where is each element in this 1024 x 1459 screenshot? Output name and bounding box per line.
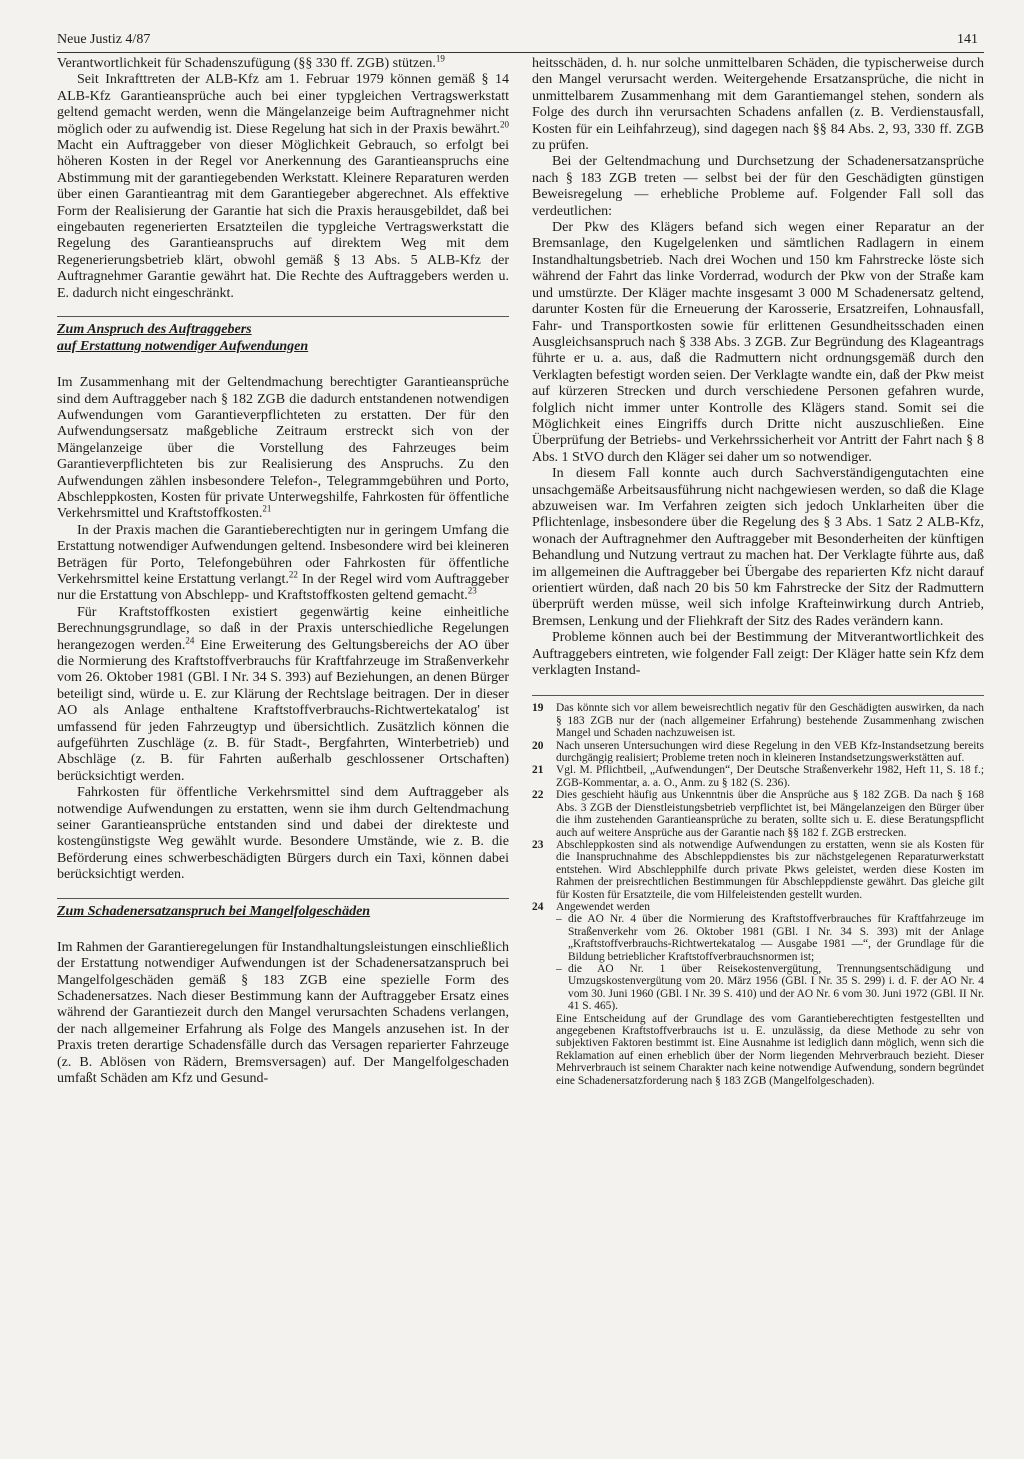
footnote: 24 Angewendet werden – die AO Nr. 4 über die Normierung des Kraftstoffverbrauches für Kraftfahrzeuge im Straßenverkehr vom 26. Oktober 1981 (GBl. I Nr. 34 S. 393) mit der Anlage „Kraftstoffverbrauchs-Richtwertekatalog — Ausgabe 1981 —“, der Grundlage für die Bildung betrieblicher Kraftstoffverbrauchsnormen ist; – die AO Nr. 1 über Reisekostenvergütung, Trennungsentschädigung und Umzugskostenvergütung vom 20. März 1956 (GBl. I Nr. 35 S. 299) i. d. F. der AO Nr. 4 vom 30. Juni 1960 (GBl. I Nr. 39 S. 410) und der AO Nr. 6 vom 30. Juni 1972 (GBl. II Nr. 41 S. 465). Eine Entscheidung auf der Grundlage des vom Garantieberechtigten festgestellten und angegebenen Kraftstoffverbrauchs ist u. E. unzulässig, da diese Methode zu sehr von subjektiven Faktoren bestimmt ist. Eine Ausnahme ist lediglich dann möglich, wenn sich die Reklamation auf einen erheblich über der Norm liegenden Mehrverbrauch bezieht. Dieser Mehrverbrauch ist seinem Charakter nach keine notwendige Aufwendung, sondern begründet eine Schadenersatzforderung nach § 183 ZGB (Mangelfolgeschaden).: [532, 900, 984, 1087]
paragraph: In der Praxis machen die Garantieberechtigten nur in geringem Umfang die Erstattung notwendiger Aufwendungen geltend. Insbesondere wird bei kleineren Beträgen für Porto, Telefongebühren oder Fahrkosten für öffentliche Verkehrsmittel keine Erstattung verlangt.$^{22}$ In der Regel wird vom Auftraggeber nur die Erstattung von Abschlepp- und Kraftstoffkosten geltend gemacht.$^{23}$: [57, 522, 509, 604]
paragraph: Probleme können auch bei der Bestimmung der Mitverantwortlichkeit des Auftraggebers eintreten, wie folgender Fall zeigt: Der Kläger hatte sein Kfz dem verklagten Instand-: [532, 630, 984, 679]
footnote-continuation: Eine Entscheidung auf der Grundlage des vom Garantieberechtigten festgestellten und angegebenen Kraftstoffverbrauchs ist u. E. unzulässig, da diese Methode zu sehr von subjektiven Faktoren bestimmt ist. Eine Ausnahme ist lediglich dann möglich, wenn sich die Reklamation auf einen erheblich über der Norm liegenden Mehrverbrauch bezieht. Dieser Mehrverbrauch ist seinem Charakter nach keine notwendige Aufwendung, sondern begründet eine Schadenersatzforderung nach § 183 ZGB (Mangelfolgeschaden).: [556, 1012, 984, 1087]
page-header: [57, 30, 984, 53]
left-column: [57, 53, 509, 1087]
paragraph: Fahrkosten für öffentliche Verkehrsmittel sind dem Auftraggeber als notwendige Aufwendungen zu erstatten, wenn sie ihm durch Geltendmachung seiner Garantieansprüche entstanden sind und dabei der direkteste und kostengünstigste Weg gewählt wurde. Besondere Umstände, wie z. B. die Beförderung eines schwerbeschädigten Bürgers durch ein Taxi, können dabei berücksichtigt werden.: [57, 785, 509, 883]
section-heading: Zum Anspruch des Auftraggebers auf Erstattung notwendiger Aufwendungen: [57, 322, 309, 355]
paragraph: Seit Inkrafttreten der ALB-Kfz am 1. Februar 1979 können gemäß § 14 ALB-Kfz Garantieansprüche auch bei einer typgleichen Vertragswerkstatt geltend gemacht werden, wenn die Mängelanzeige beim Auftragnehmer nicht möglich oder zu aufwendig ist. Diese Regelung hat sich in der Praxis bewährt.$^{20}$ Macht ein Auftraggeber von dieser Möglichkeit Gebrauch, so erfolgt bei höheren Kosten in der Regel vor Anerkennung des Garantieanspruchs eine Abstimmung mit der garantiegebenden Werkstatt. Kleinere Reparaturen werden über einen Garantieantrag mit dem Garantiegeber abgerechnet. Als effektive Form der Realisierung der Garantie hat sich die Praxis herausgebildet, daß bei eingebauten regenerierten Ersatzteilen die typgleiche Vertragswerkstatt die Regelung des Garantieanspruchs auf direktem Weg mit dem Regenerierungsbetrieb klärt, obwohl gemäß § 13 Abs. 5 ALB-Kfz der Auftragnehmer Garantie gewährt hat. Die Rechte des Auftraggebers werden u. E. dadurch nicht eingeschränkt.: [57, 72, 509, 301]
footnote-ref[interactable]: 22: [288, 569, 298, 580]
paragraph: Bei der Geltendmachung und Durchsetzung der Schadenersatzansprüche nach § 183 ZGB treten — selbst bei der für den Geschädigten günstigen Beweisregelung — erhebliche Probleme auf. Folgender Fall soll das verdeutlichen:: [532, 154, 984, 219]
paragraph: Im Rahmen der Garantieregelungen für Instandhaltungsleistungen einschließlich der Erstattung notwendiger Aufwendungen ist der Schadenersatzanspruch bei Mangelfolgeschäden gemäß § 183 ZGB eine spezielle Form des Schadenersatzes. Nach dieser Bestimmung kann der Auftraggeber Ersatz eines während der Garantiezeit durch den Mangel verursachten Schadens verlangen, der nach allgemeiner Erfahrung als Folge des Mangels anzusehen ist. In der Praxis treten derartige Schadensfälle durch das Versagen reparierter Fahrzeuge (z. B. Ablösen von Rädern, Bremsversagen) auf. Der Mangelfolgeschaden umfaßt Schäden am Kfz und Gesund-: [57, 939, 509, 1086]
footnote: 21 Vgl. M. Pflichtbeil, „Aufwendungen“, Der Deutsche Straßenverkehr 1982, Heft 11, S. 18 f.; ZGB-Kommentar, a. a. O., Anm. zu § 182 (S. 236).: [532, 764, 984, 789]
footnote-ref[interactable]: 24: [185, 634, 195, 645]
paragraph: In diesem Fall konnte auch durch Sachverständigengutachten eine unsachgemäße Arbeitsausführung nicht nachgewiesen werden, so daß die Klage abzuweisen war. Im Verfahren zeigten sich jedoch Unklarheiten über die Pflichtenlage, insbesondere über die Regelung des § 3 Abs. 1 Satz 2 ALB-Kfz, wonach der Auftragnehmer den Auftraggeber mit Besonderheiten der künftigen Behandlung und Nutzung vertraut zu machen hat. Der Verklagte führte aus, daß im allgemeinen die Auftraggeber bei Übergabe des reparierten Kfz nicht darauf orientiert würden, daß nach 20 bis 50 km Fahrstrecke der Sitz der Radmuttern überprüft werden müsse, weil sich infolge Krafteinwirkung durch Antrieb, Bremsen, Lenkung und der Fliehkraft der Sitz des Rades verändern kann.: [532, 466, 984, 629]
footnote: 23 Abschleppkosten sind als notwendige Aufwendungen zu erstatten, wenn sie als Kosten für die Inanspruchnahme des Abschleppdienstes bis zur nächstgelegenen Reparaturwerkstatt entstehen. Wird Abschlepphilfe durch private Pkws geleistet, werden diese Kosten im Rahmen der preisrechtlichen Bestimmungen für Abschleppdienste gewährt. Das gleiche gilt für Kosten für Ersatzteile, die vom Hilfeleistenden gestellt wurden.: [532, 838, 984, 901]
footnote-ref[interactable]: 21: [262, 503, 272, 514]
footnote-ref[interactable]: 20: [500, 118, 509, 129]
section-divider: [57, 316, 509, 317]
page-number: 141: [957, 32, 978, 47]
footnote-list-item: – die AO Nr. 1 über Reisekostenvergütung, Trennungsentschädigung und Umzugskostenvergütung vom 20. März 1956 (GBl. I Nr. 35 S. 299) i. d. F. der AO Nr. 4 vom 30. Juni 1960 (GBl. I Nr. 39 S. 410) und der AO Nr. 6 vom 30. Juni 1972 (GBl. II Nr. 41 S. 465).: [556, 962, 984, 1013]
paragraph: Für Kraftstoffkosten existiert gegenwärtig keine einheitliche Berechnungsgrundlage, so daß in der Praxis unterschiedliche Regelungen herangezogen werden.$^{24}$ Eine Erweiterung des Geltungsbereichs der AO über die Normierung des Kraftstoffverbrauchs für Kraftfahrzeuge im Straßenverkehr vom 26. Oktober 1981 (GBl. I Nr. 34 S. 393) auf Beziehungen, an denen Bürger beteiligt sind, würde u. E. zur Klärung der Rechtslage beitragen. Der in dieser AO als Anlage enthaltene Kraftstoffverbrauchs-Richtwertekatalog' ist umfassend für jeden Fahrzeugtyp und übersichtlich. Zusätzlich können die aufgeführten Zuschläge (z. B. für Stadt-, Bergfahrten, Winterbetrieb) und Abschläge (z. B. für Fahrten außerhalb geschlossener Ortschaften) berücksichtigt werden.: [57, 604, 509, 784]
section-divider: [57, 898, 509, 899]
paragraph: heitsschäden, d. h. nur solche unmittelbaren Schäden, die typischerweise durch den Mangel verursacht werden. Weitergehende Ersatzansprüche, die nicht in unmittelbarem Zusammenhang mit dem Garantiemangel stehen, sondern als Folge des durch ihn verursachten Schadens anfallen (z. B. Verdienstausfall, Kosten für ein Leihfahrzeug), sind dagegen nach §§ 84 Abs. 2, 93, 330 ff. ZGB zu prüfen.: [532, 56, 984, 154]
footnote-divider: [532, 695, 984, 696]
paragraph: Der Pkw des Klägers befand sich wegen einer Reparatur an der Bremsanlage, den Kugelgelenken und sämtlichen Radlagern in einem Instandhaltungsbetrieb. Nach drei Wochen und 150 km Fahrstrecke löste sich während der Fahrt das linke Vorderrad, wodurch der Pkw von der Straße kam und umstürzte. Der Kläger machte insgesamt 3 000 M Schadenersatz geltend, darunter Kosten für die Erneuerung der Karosserie, Ersatzreifen, Lohnausfall, Fahr- und Transportkosten sowie für erlittenen Gesundheitsschaden einen Ausgleichsanspruch nach § 338 Abs. 3 ZGB. Zur Begründung des Klageantrags führte er u. a. aus, daß die Radmuttern nicht ordnungsgemäß durch den Verklagten befestigt worden seien. Der Verklagte wandte ein, daß der Pkw meist auf kürzeren Strecken und durch verschiedene Personen gefahren wurde, folglich nicht immer unter Kontrolle des Klägers stand. Somit sei die Möglichkeit eines Eingriffs durch Dritte nicht auszuschließen. Eine Überprüfung der Betriebs- und Verkehrssicherheit vor Antritt der Fahrt nach § 8 Abs. 1 StVO durch den Kläger sei daher um so notwendiger.: [532, 220, 984, 465]
section-heading: Zum Schadenersatzanspruch bei Mangelfolgeschäden: [57, 903, 371, 919]
paragraph: Verantwortlichkeit für Schadenszufügung (§§ 330 ff. ZGB) stützen.$^{19}$: [57, 53, 445, 71]
footnote-ref[interactable]: 23: [467, 585, 477, 596]
paragraph: Im Zusammenhang mit der Geltendmachung berechtigter Garantieansprüche sind dem Auftraggeber nach § 182 ZGB die dadurch entstandenen notwendigen Aufwendungen vom Garantieverpflichteten zu erstatten. Der für den Aufwendungsersatz maßgebliche Zeitraum erstreckt sich von der Mängelanzeige über die Vorstellung des Fahrzeuges beim Garantieverpflichteten bis zur Realisierung des Anspruchs. Zu den Aufwendungen zählen insbesondere Telefon-, Telegrammgebühren und Porto, Abschleppkosten, Kosten für private Unterwegshilfe, Fahrkosten für öffentliche Verkehrsmittel und Kraftstoffkosten.$^{21}$: [57, 375, 509, 522]
right-column: [532, 56, 984, 1087]
footnote-list-item: – die AO Nr. 4 über die Normierung des Kraftstoffverbrauches für Kraftfahrzeuge im Straßenverkehr vom 26. Oktober 1981 (GBl. I Nr. 34 S. 393) mit der Anlage „Kraftstoffverbrauchs-Richtwertekatalog — Ausgabe 1981 —“, der Grundlage für die Bildung betrieblicher Kraftstoffverbrauchsnormen ist;: [556, 913, 984, 963]
journal-title: Neue Justiz 4/87: [57, 32, 151, 47]
footnote: 20 Nach unseren Untersuchungen wird diese Regelung in den VEB Kfz-Instandsetzung bereits durchgängig realisiert; Probleme treten noch in kleineren Instandsetzungswerkstätten auf.: [532, 739, 984, 765]
footnote-ref[interactable]: 19: [435, 53, 445, 64]
footnotes: [532, 702, 984, 1087]
footnote: 22 Dies geschieht häufig aus Unkenntnis über die Ansprüche aus § 182 ZGB. Da nach § 168 Abs. 3 ZGB der Dienstleistungsbetrieb verpflichtet ist, bei Mängelanzeigen den Bürger über die ihm zustehenden Garantieansprüche zu beraten, sollte sich u. E. diese Beratungspflicht auch auf weitere Ansprüche aus der Garantie nach §§ 182 f. ZGB erstrecken.: [532, 789, 984, 839]
footnote: 19 Das könnte sich vor allem beweisrechtlich negativ für den Geschädigten auswirken, da nach § 183 ZGB nur der (nach allgemeiner Erfahrung) bestehende Zusammenhang zwischen Mangel und Schaden nachzuweisen ist.: [532, 702, 984, 740]
